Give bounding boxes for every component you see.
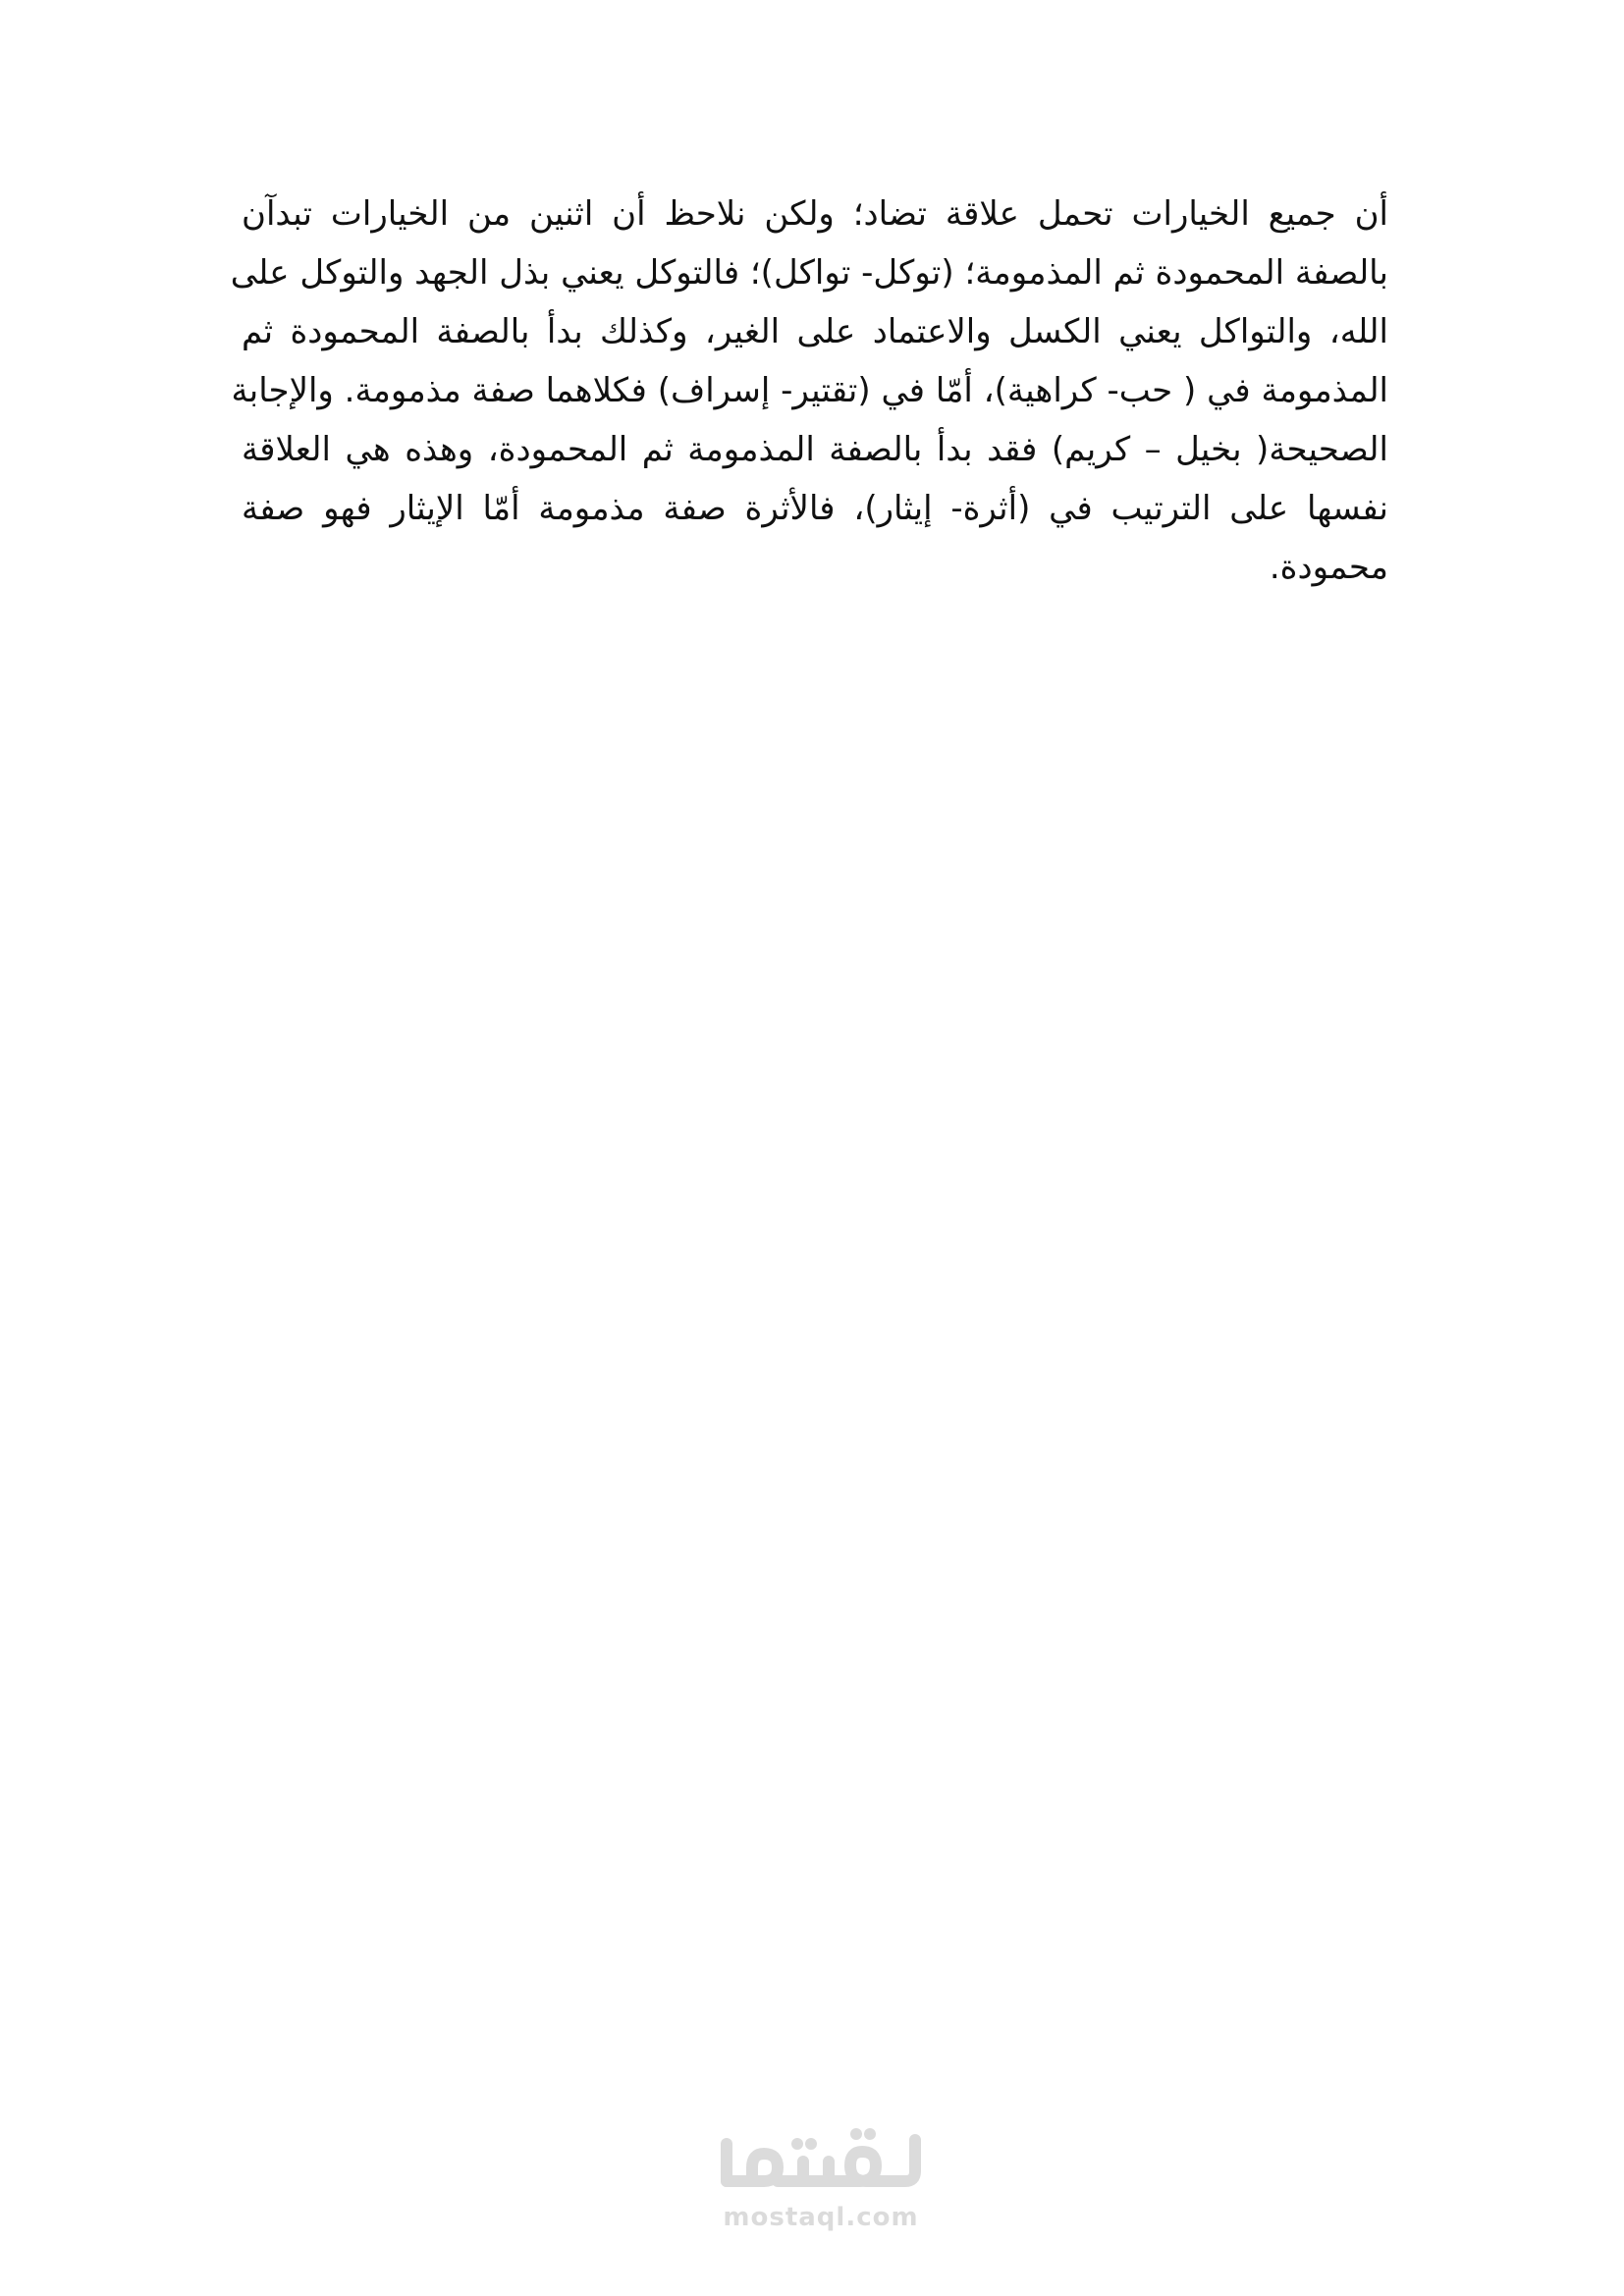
paragraph-line-7: محمودة.	[1269, 548, 1388, 587]
answer-explanation-paragraph	[230, 185, 1388, 597]
paragraph-line-2: بالصفة المحمودة ثم المذمومة؛ (توكل- تواكل)؛ فالتوكل يعني بذل الجهد والتوكل على	[230, 253, 1388, 293]
paragraph-line-3: الله، والتواكل يعني الكسل والاعتماد على الغير، وكذلك بدأ بالصفة المحمودة ثم	[242, 312, 1388, 351]
mostaql-url: mostaql.com	[723, 2203, 919, 2232]
paragraph-line-4: المذمومة في ( حب- كراهية)، أمّا في (تقتير- إسراف) فكلاهما صفة مذمومة. والإجابة	[231, 371, 1388, 410]
paragraph-line-1: أن جميع الخيارات تحمل علاقة تضاد؛ ولكن نلاحظ أن اثنين من الخيارات تبدآن	[242, 194, 1388, 234]
paragraph-line-5: الصحيحة( بخيل – كريم) فقد بدأ بالصفة المذمومة ثم المحمودة، وهذه هي العلاقة	[242, 430, 1388, 469]
mostaql-watermark	[713, 2122, 929, 2240]
paragraph-line-6: نفسها على الترتيب في (أثرة- إيثار)، فالأثرة صفة مذمومة أمّا الإيثار فهو صفة	[242, 489, 1388, 528]
mostaql-logo-icon	[713, 2122, 929, 2201]
